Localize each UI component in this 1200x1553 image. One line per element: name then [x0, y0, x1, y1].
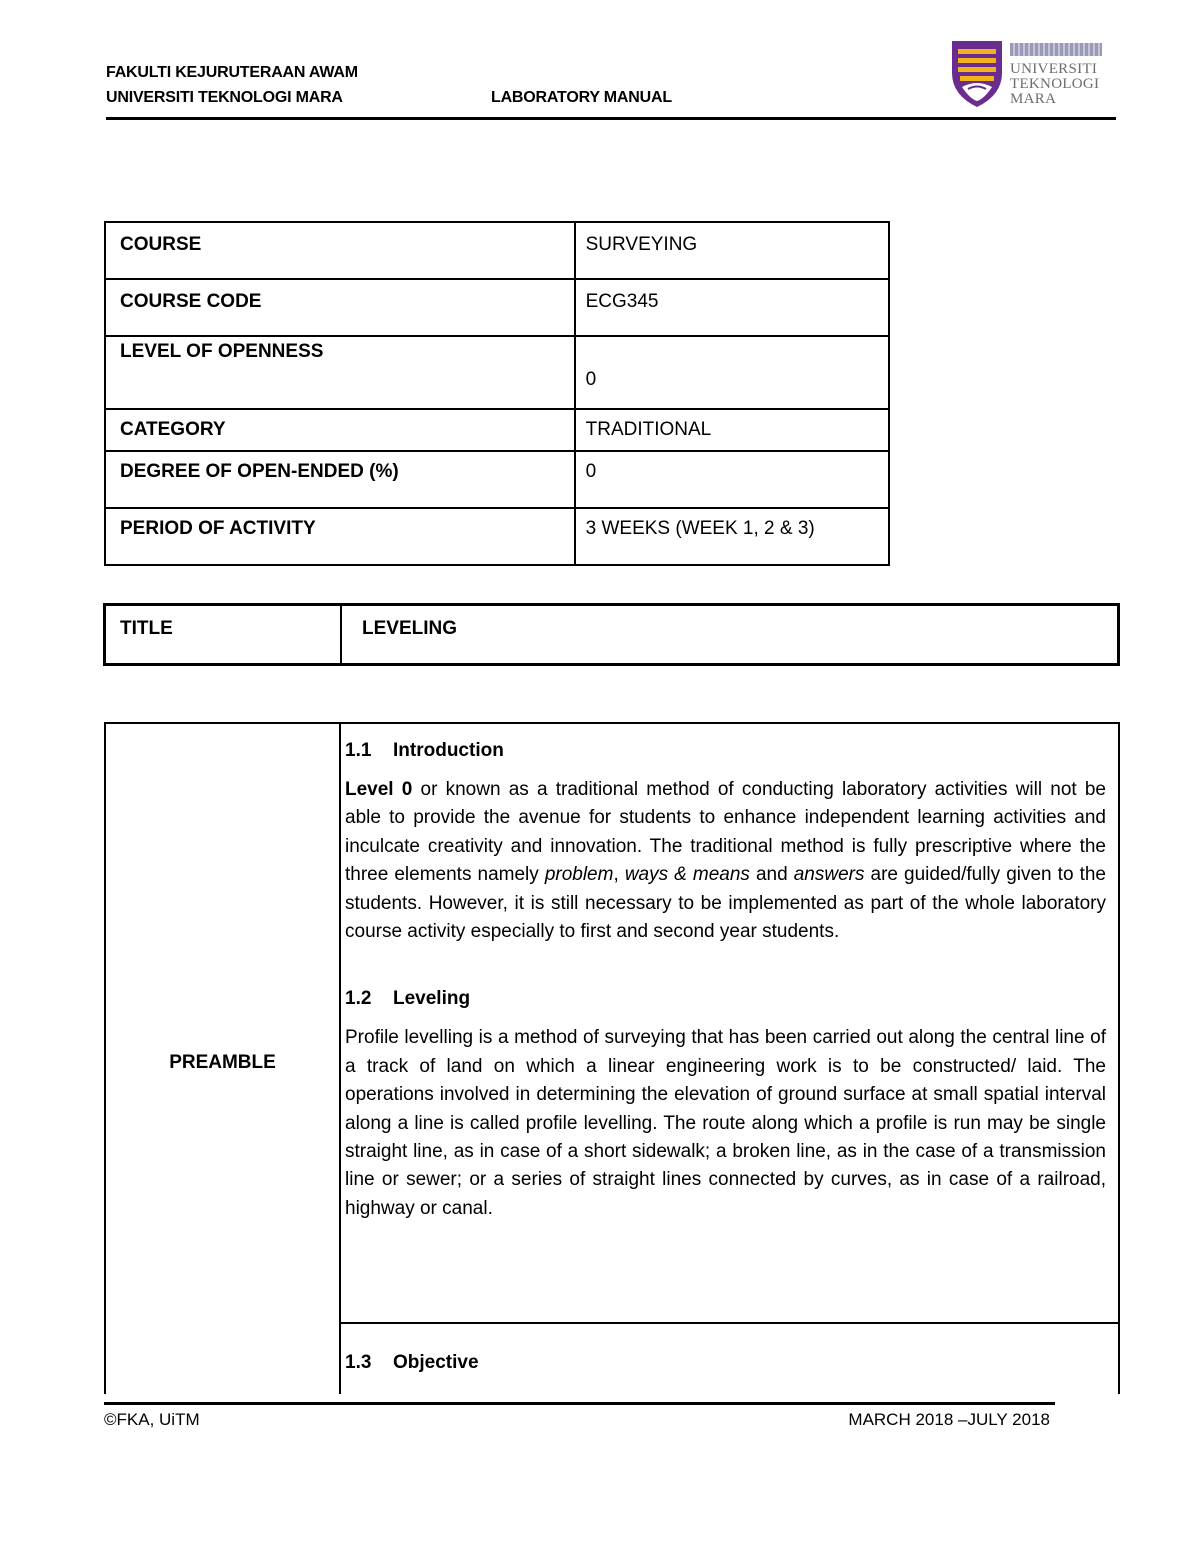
section-heading-leveling — [345, 986, 1106, 1012]
leveling-paragraph: Profile levelling is a method of surveying that has been carried out along the central line of a track of land on which a linear engineering work is to be constructed/ laid. The operations involved in determining the elevation of ground surface at small spatial interval along a line is called profile levelling. The route along which a profile is run may be single straight line, as in case of a short sidewalk; a broken line, as in the case of a transmission line or sewer; or a series of straight lines connected by curves, as in case of a railroad, highway or canal. — [345, 1027, 1106, 1219]
title-table — [103, 603, 1120, 666]
info-row-level-of-openness — [105, 336, 889, 409]
intro-em-problem: problem — [544, 864, 614, 886]
logo-text-line1: UNIVERSITI — [1010, 61, 1098, 77]
faculty-name: FAKULTI KEJURUTERAAN AWAM — [106, 64, 358, 81]
university-name: UNIVERSITI TEKNOLOGI MARA — [106, 89, 343, 106]
intro-em-ways-means: ways & means — [624, 864, 750, 886]
info-value: 0 — [575, 451, 889, 508]
section-title: Introduction — [393, 740, 504, 761]
info-value: SURVEYING — [575, 222, 889, 279]
section-heading-objective — [345, 1350, 1106, 1376]
section-title: Leveling — [393, 988, 471, 1010]
footer-rule — [104, 1402, 1055, 1405]
footer-date-range: MARCH 2018 –JULY 2018 — [848, 1410, 1050, 1429]
document-type: LABORATORY MANUAL — [491, 89, 672, 106]
section-heading-introduction — [345, 738, 1106, 764]
info-value: ECG345 — [575, 279, 889, 336]
info-key: DEGREE OF OPEN-ENDED (%) — [105, 451, 575, 508]
course-info-table — [104, 221, 890, 566]
title-value: LEVELING — [341, 605, 1119, 665]
info-key: LEVEL OF OPENNESS — [105, 336, 575, 409]
info-key: CATEGORY — [105, 409, 575, 451]
logo-jawi-banner — [1010, 43, 1102, 56]
info-row-category — [105, 409, 889, 451]
logo-text-line2: TEKNOLOGI — [1010, 76, 1100, 92]
intro-sep: and — [749, 864, 794, 886]
uitm-logo — [948, 29, 1116, 111]
info-row-course — [105, 222, 889, 279]
preamble-label: PREAMBLE — [105, 723, 340, 1403]
info-value: 0 — [575, 336, 889, 409]
info-key: COURSE — [105, 222, 575, 279]
intro-lead: Level 0 — [345, 779, 413, 800]
section-number: 1.1 — [345, 740, 372, 761]
preamble-row — [105, 723, 1119, 1323]
info-value: 3 WEEKS (WEEK 1, 2 & 3) — [575, 508, 889, 565]
header-rule — [106, 117, 1116, 120]
uitm-crest-icon — [948, 29, 1008, 111]
info-row-degree-open-ended — [105, 451, 889, 508]
preamble-table — [104, 722, 1120, 1404]
section-number: 1.2 — [345, 988, 372, 1010]
objective-content — [340, 1323, 1119, 1403]
logo-text-line3: MARA — [1010, 91, 1057, 107]
info-row-period-of-activity — [105, 508, 889, 565]
info-key: PERIOD OF ACTIVITY — [105, 508, 575, 565]
intro-sep: , — [613, 864, 625, 886]
info-key: COURSE CODE — [105, 279, 575, 336]
title-key: TITLE — [105, 605, 342, 665]
info-row-course-code — [105, 279, 889, 336]
preamble-content — [340, 723, 1119, 1323]
intro-text-part2: are guided/fully given to the students. However, it is still necessary to be implemented as part of the whole laboratory course activity especially to first and second year students. — [345, 864, 1106, 943]
intro-text-part1: or known as a traditional method of conducting laboratory activities will not be able to provide the avenue for students to enhance independent learning activities and inculcate creativity and innovation. The traditional method is fully prescriptive where the three elements namely — [345, 779, 1106, 886]
section-number: 1.3 — [345, 1352, 372, 1373]
info-value: TRADITIONAL — [575, 409, 889, 451]
footer-copyright: ©FKA, UiTM — [104, 1410, 200, 1429]
intro-em-answers: answers — [793, 864, 865, 886]
section-title: Objective — [393, 1352, 479, 1373]
introduction-paragraph — [345, 776, 1106, 946]
title-row — [105, 605, 1119, 665]
